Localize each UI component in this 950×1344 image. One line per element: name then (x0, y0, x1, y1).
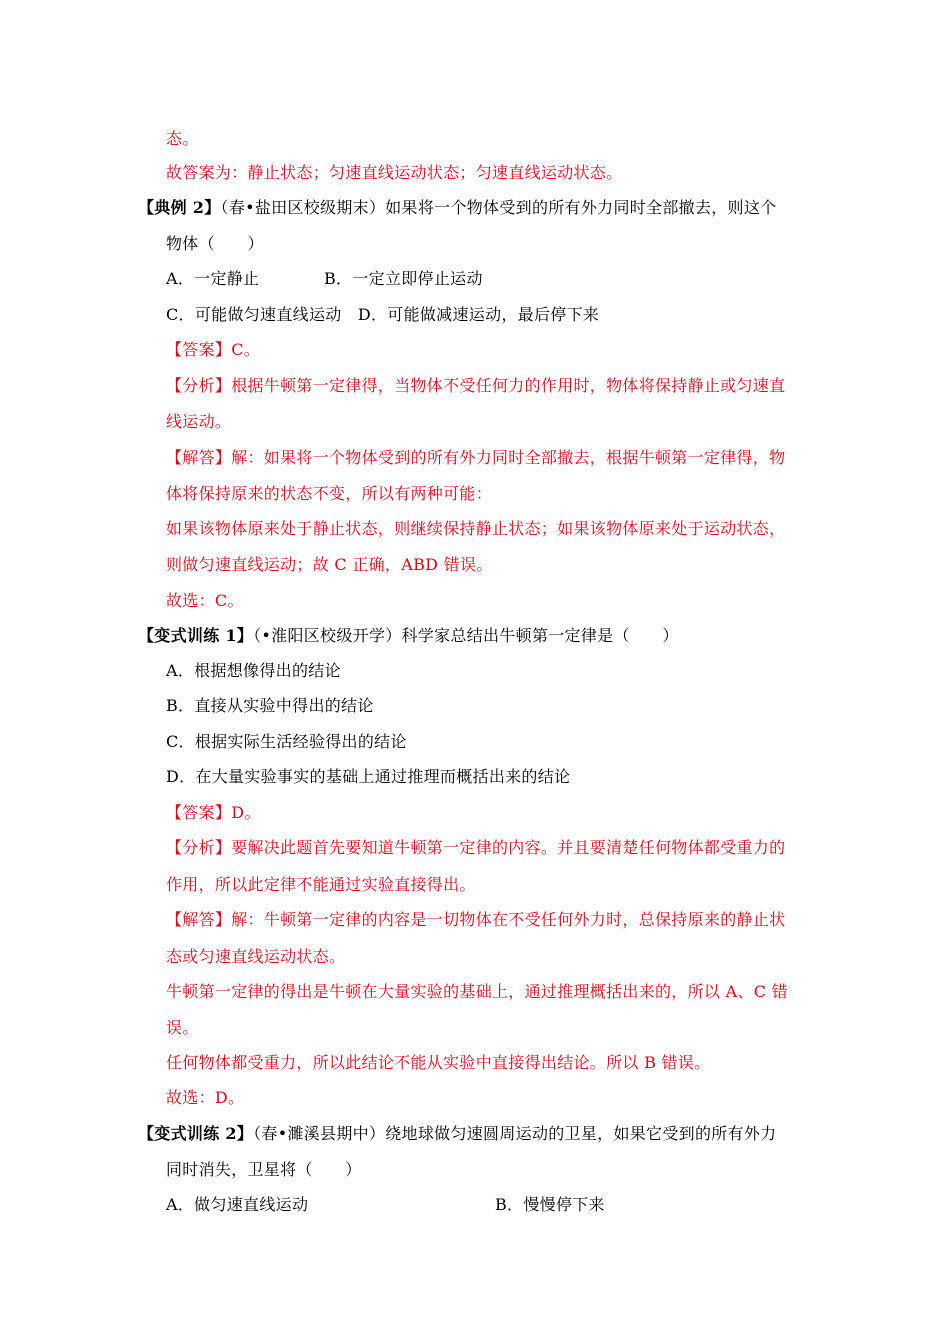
example-2-analysis: 【分析】根据牛顿第一定律得，当物体不受任何力的作用时，物体将保持静止或匀速直 (166, 376, 786, 395)
example-2-solution: 【解答】解：如果将一个物体受到的所有外力同时全部撤去，根据牛顿第一定律得，物 (166, 448, 786, 467)
example-2-option-b: B．一定立即停止运动 (324, 269, 483, 288)
variant-2-option-b: B．慢慢停下来 (495, 1195, 605, 1214)
variant-1-option-d: D．在大量实验事实的基础上通过推理而概括出来的结论 (166, 767, 571, 786)
variant-2-option-a: A．做匀速直线运动 (166, 1195, 309, 1214)
example-2-question (138, 198, 776, 218)
example-2-solution-cont: 如果该物体原来处于静止状态，则继续保持静止状态；如果该物体原来处于运动状态， (166, 519, 786, 538)
example-2-answer: 【答案】C。 (166, 340, 261, 359)
variant-1-option-b: B．直接从实验中得出的结论 (166, 696, 374, 715)
variant-1-solution: 【解答】解：牛顿第一定律的内容是一切物体在不受任何外力时，总保持原来的静止状 (166, 910, 786, 929)
variant-2-tag: 【变式训练 2】 (138, 1124, 254, 1143)
variant-1-solution-cont: 态或匀速直线运动状态。 (166, 947, 346, 966)
variant-1-solution-cont: 任何物体都受重力，所以此结论不能从实验中直接得出结论。所以 B 错误。 (166, 1053, 711, 1072)
variant-1-option-c: C．根据实际生活经验得出的结论 (166, 732, 407, 751)
example-2-solution-cont: 则做匀速直线运动；故 C 正确，ABD 错误。 (166, 555, 493, 574)
example-2-solution-cont: 体将保持原来的状态不变，所以有两种可能： (166, 484, 493, 503)
example-2-question-text: （春•盐田区校级期末）如果将一个物体受到的所有外力同时全部撤去，则这个 (220, 198, 777, 217)
example-2-options-cd: C．可能做匀速直线运动 D．可能做减速运动，最后停下来 (166, 305, 600, 324)
variant-1-question (138, 626, 679, 646)
variant-1-question-text: （•淮阳区校级开学）科学家总结出牛顿第一定律是（ ） (253, 626, 679, 645)
variant-2-question-cont: 同时消失，卫星将（ ） (166, 1160, 362, 1179)
example-2-analysis-cont: 线运动。 (166, 412, 232, 431)
variant-1-solution-cont: 误。 (166, 1018, 199, 1037)
variant-1-selection: 故选：D。 (166, 1088, 245, 1107)
variant-1-analysis: 【分析】要解决此题首先要知道牛顿第一定律的内容。并且要清楚任何物体都受重力的 (166, 838, 786, 857)
variant-1-option-a: A．根据想像得出的结论 (166, 661, 341, 680)
variant-1-solution-cont: 牛顿第一定律的得出是牛顿在大量实验的基础上，通过推理概括出来的，所以 A、C 错 (166, 982, 788, 1001)
variant-1-tag: 【变式训练 1】 (138, 626, 254, 645)
variant-2-question-text: （春•濉溪县期中）绕地球做匀速圆周运动的卫星，如果它受到的所有外力 (253, 1124, 777, 1143)
answer-summary: 故答案为：静止状态；匀速直线运动状态；匀速直线运动状态。 (166, 163, 623, 182)
example-2-option-a: A．一定静止 (166, 269, 260, 288)
variant-1-answer: 【答案】D。 (166, 803, 261, 822)
answer-continuation: 态。 (166, 129, 199, 148)
example-2-selection: 故选：C。 (166, 591, 244, 610)
variant-1-analysis-cont: 作用，所以此定律不能通过实验直接得出。 (166, 875, 476, 894)
variant-2-question (138, 1124, 776, 1144)
example-2-question-cont: 物体（ ） (166, 234, 264, 253)
example-2-tag: 【典例 2】 (138, 198, 221, 217)
